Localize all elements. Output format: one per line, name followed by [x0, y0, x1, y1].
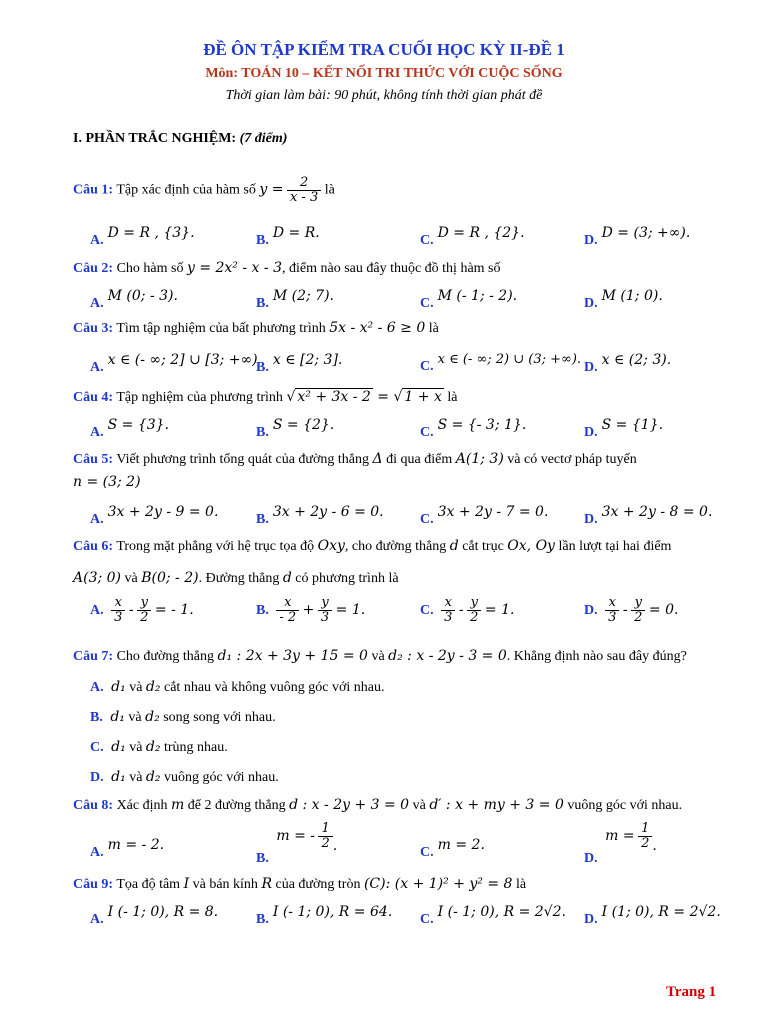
question-6-line-2: A(3; 0) và B(0; - 2). Đường thẳng d có phương trình là	[73, 570, 399, 586]
question-2: Câu 2: Cho hàm số y = 2x² - x - 3, điểm nào sau đây thuộc đồ thị hàm số	[73, 260, 501, 276]
option-c[interactable]: C. I (- 1; 0), R = 2√2.	[420, 904, 566, 927]
option-b[interactable]: B. I (- 1; 0), R = 64.	[256, 904, 393, 927]
option-c[interactable]: C. M (- 1; - 2).	[420, 288, 518, 311]
exam-time-note: Thời gian làm bài: 90 phút, không tính thời gian phát đề	[225, 88, 543, 103]
option-a[interactable]: A. M (0; - 3).	[90, 288, 178, 311]
question-label: Câu 1:	[73, 182, 114, 198]
option-d[interactable]: D. 3x + 2y - 8 = 0.	[584, 504, 713, 527]
question-5-line-2: n = (3; 2)	[73, 474, 141, 490]
option-b[interactable]: B. m = - $\frac{1}{2}$ .	[256, 821, 338, 866]
option-d[interactable]: D. I (1; 0), R = 2√2.	[584, 904, 721, 927]
option-a[interactable]: A. S = {3}.	[90, 417, 170, 440]
page-number: Trang 1	[666, 984, 717, 1000]
exam-subject: Môn: TOÁN 10 – KẾT NỐI TRI THỨC VỚI CUỘC SỐNG	[205, 66, 563, 81]
option-c[interactable]: C. d₁ và d₂ trùng nhau.	[90, 739, 228, 755]
option-c[interactable]: C. D = R , {2}.	[420, 225, 525, 248]
question-4: Câu 4: Tập nghiệm của phương trình √ x² + 3x - 2 = √ 1 + x là	[73, 389, 458, 405]
option-d[interactable]: D. M (1; 0).	[584, 288, 663, 311]
exam-title: ĐỀ ÔN TẬP KIỂM TRA CUỐI HỌC KỲ II-ĐỀ 1	[203, 40, 565, 59]
option-b[interactable]: B. M (2; 7).	[256, 288, 334, 311]
question-6: Câu 6: Trong mặt phẳng với hệ trục tọa độ Oxy, cho đường thẳng d cắt trục Ox, Oy lần lượt tại hai điểm	[73, 538, 672, 554]
fraction: $\frac{2}{x - 3}$	[287, 176, 321, 205]
option-b[interactable]: B. $\frac{x}{- 2}$ + $\frac{y}{3}$ = 1.	[256, 595, 366, 625]
option-c[interactable]: C. x ∈ (- ∞; 2) ∪ (3; +∞).	[420, 352, 582, 374]
option-a[interactable]: A. d₁ và d₂ cắt nhau và không vuông góc với nhau.	[90, 679, 385, 695]
option-a[interactable]: A. I (- 1; 0), R = 8.	[90, 904, 219, 927]
question-7: Câu 7: Cho đường thẳng d₁ : 2x + 3y + 15 = 0 và d₂ : x - 2y - 3 = 0. Khẳng định nào sau đây đúng?	[73, 648, 687, 664]
option-b[interactable]: B. S = {2}.	[256, 417, 335, 440]
option-d[interactable]: D. x ∈ (2; 3).	[584, 352, 672, 375]
question-1: Câu 1: Tập xác định của hàm số y = $\frac{2}{x - 3}$ là	[73, 175, 335, 205]
option-a[interactable]: A. m = - 2.	[90, 837, 165, 860]
option-c[interactable]: C. S = {- 3; 1}.	[420, 417, 527, 440]
option-d[interactable]: D. d₁ và d₂ vuông góc với nhau.	[90, 769, 279, 785]
option-c[interactable]: C. $\frac{x}{3}$ - $\frac{y}{2}$ = 1.	[420, 595, 515, 625]
option-a[interactable]: A. $\frac{x}{3}$ - $\frac{y}{2}$ = - 1.	[90, 595, 194, 625]
option-a[interactable]: A. D = R , {3}.	[90, 225, 195, 248]
option-d[interactable]: D. S = {1}.	[584, 417, 664, 440]
option-a[interactable]: A. 3x + 2y - 9 = 0.	[90, 504, 219, 527]
question-3: Câu 3: Tìm tập nghiệm của bất phương trình 5x - x² - 6 ≥ 0 là	[73, 320, 439, 336]
option-b[interactable]: B. D = R.	[256, 225, 320, 248]
option-d[interactable]: D. D = (3; +∞).	[584, 225, 691, 248]
option-c[interactable]: C. 3x + 2y - 7 = 0.	[420, 504, 549, 527]
section-points: (7 điểm)	[239, 131, 288, 146]
section-heading: I. PHẦN TRẮC NGHIỆM: (7 điểm)	[73, 131, 288, 146]
question-5: Câu 5: Viết phương trình tổng quát của đường thẳng Δ đi qua điểm A(1; 3) và có vectơ pháp tuyến	[73, 451, 637, 467]
option-a[interactable]: A. x ∈ (- ∞; 2] ∪ [3; +∞)	[90, 352, 258, 375]
question-8: Câu 8: Xác định m để 2 đường thẳng d : x - 2y + 3 = 0 và d′ : x + my + 3 = 0 vuông góc với nhau.	[73, 797, 683, 813]
option-c[interactable]: C. m = 2.	[420, 837, 485, 860]
option-b[interactable]: B. x ∈ [2; 3].	[256, 352, 343, 375]
option-d[interactable]: D. $\frac{x}{3}$ - $\frac{y}{2}$ = 0.	[584, 595, 679, 625]
option-d[interactable]: D. m = $\frac{1}{2}$ .	[584, 821, 657, 866]
option-b[interactable]: B. 3x + 2y - 6 = 0.	[256, 504, 384, 527]
option-b[interactable]: B. d₁ và d₂ song song với nhau.	[90, 709, 276, 725]
question-9: Câu 9: Tọa độ tâm I và bán kính R của đường tròn (C): (x + 1)² + y² = 8 là	[73, 876, 527, 892]
